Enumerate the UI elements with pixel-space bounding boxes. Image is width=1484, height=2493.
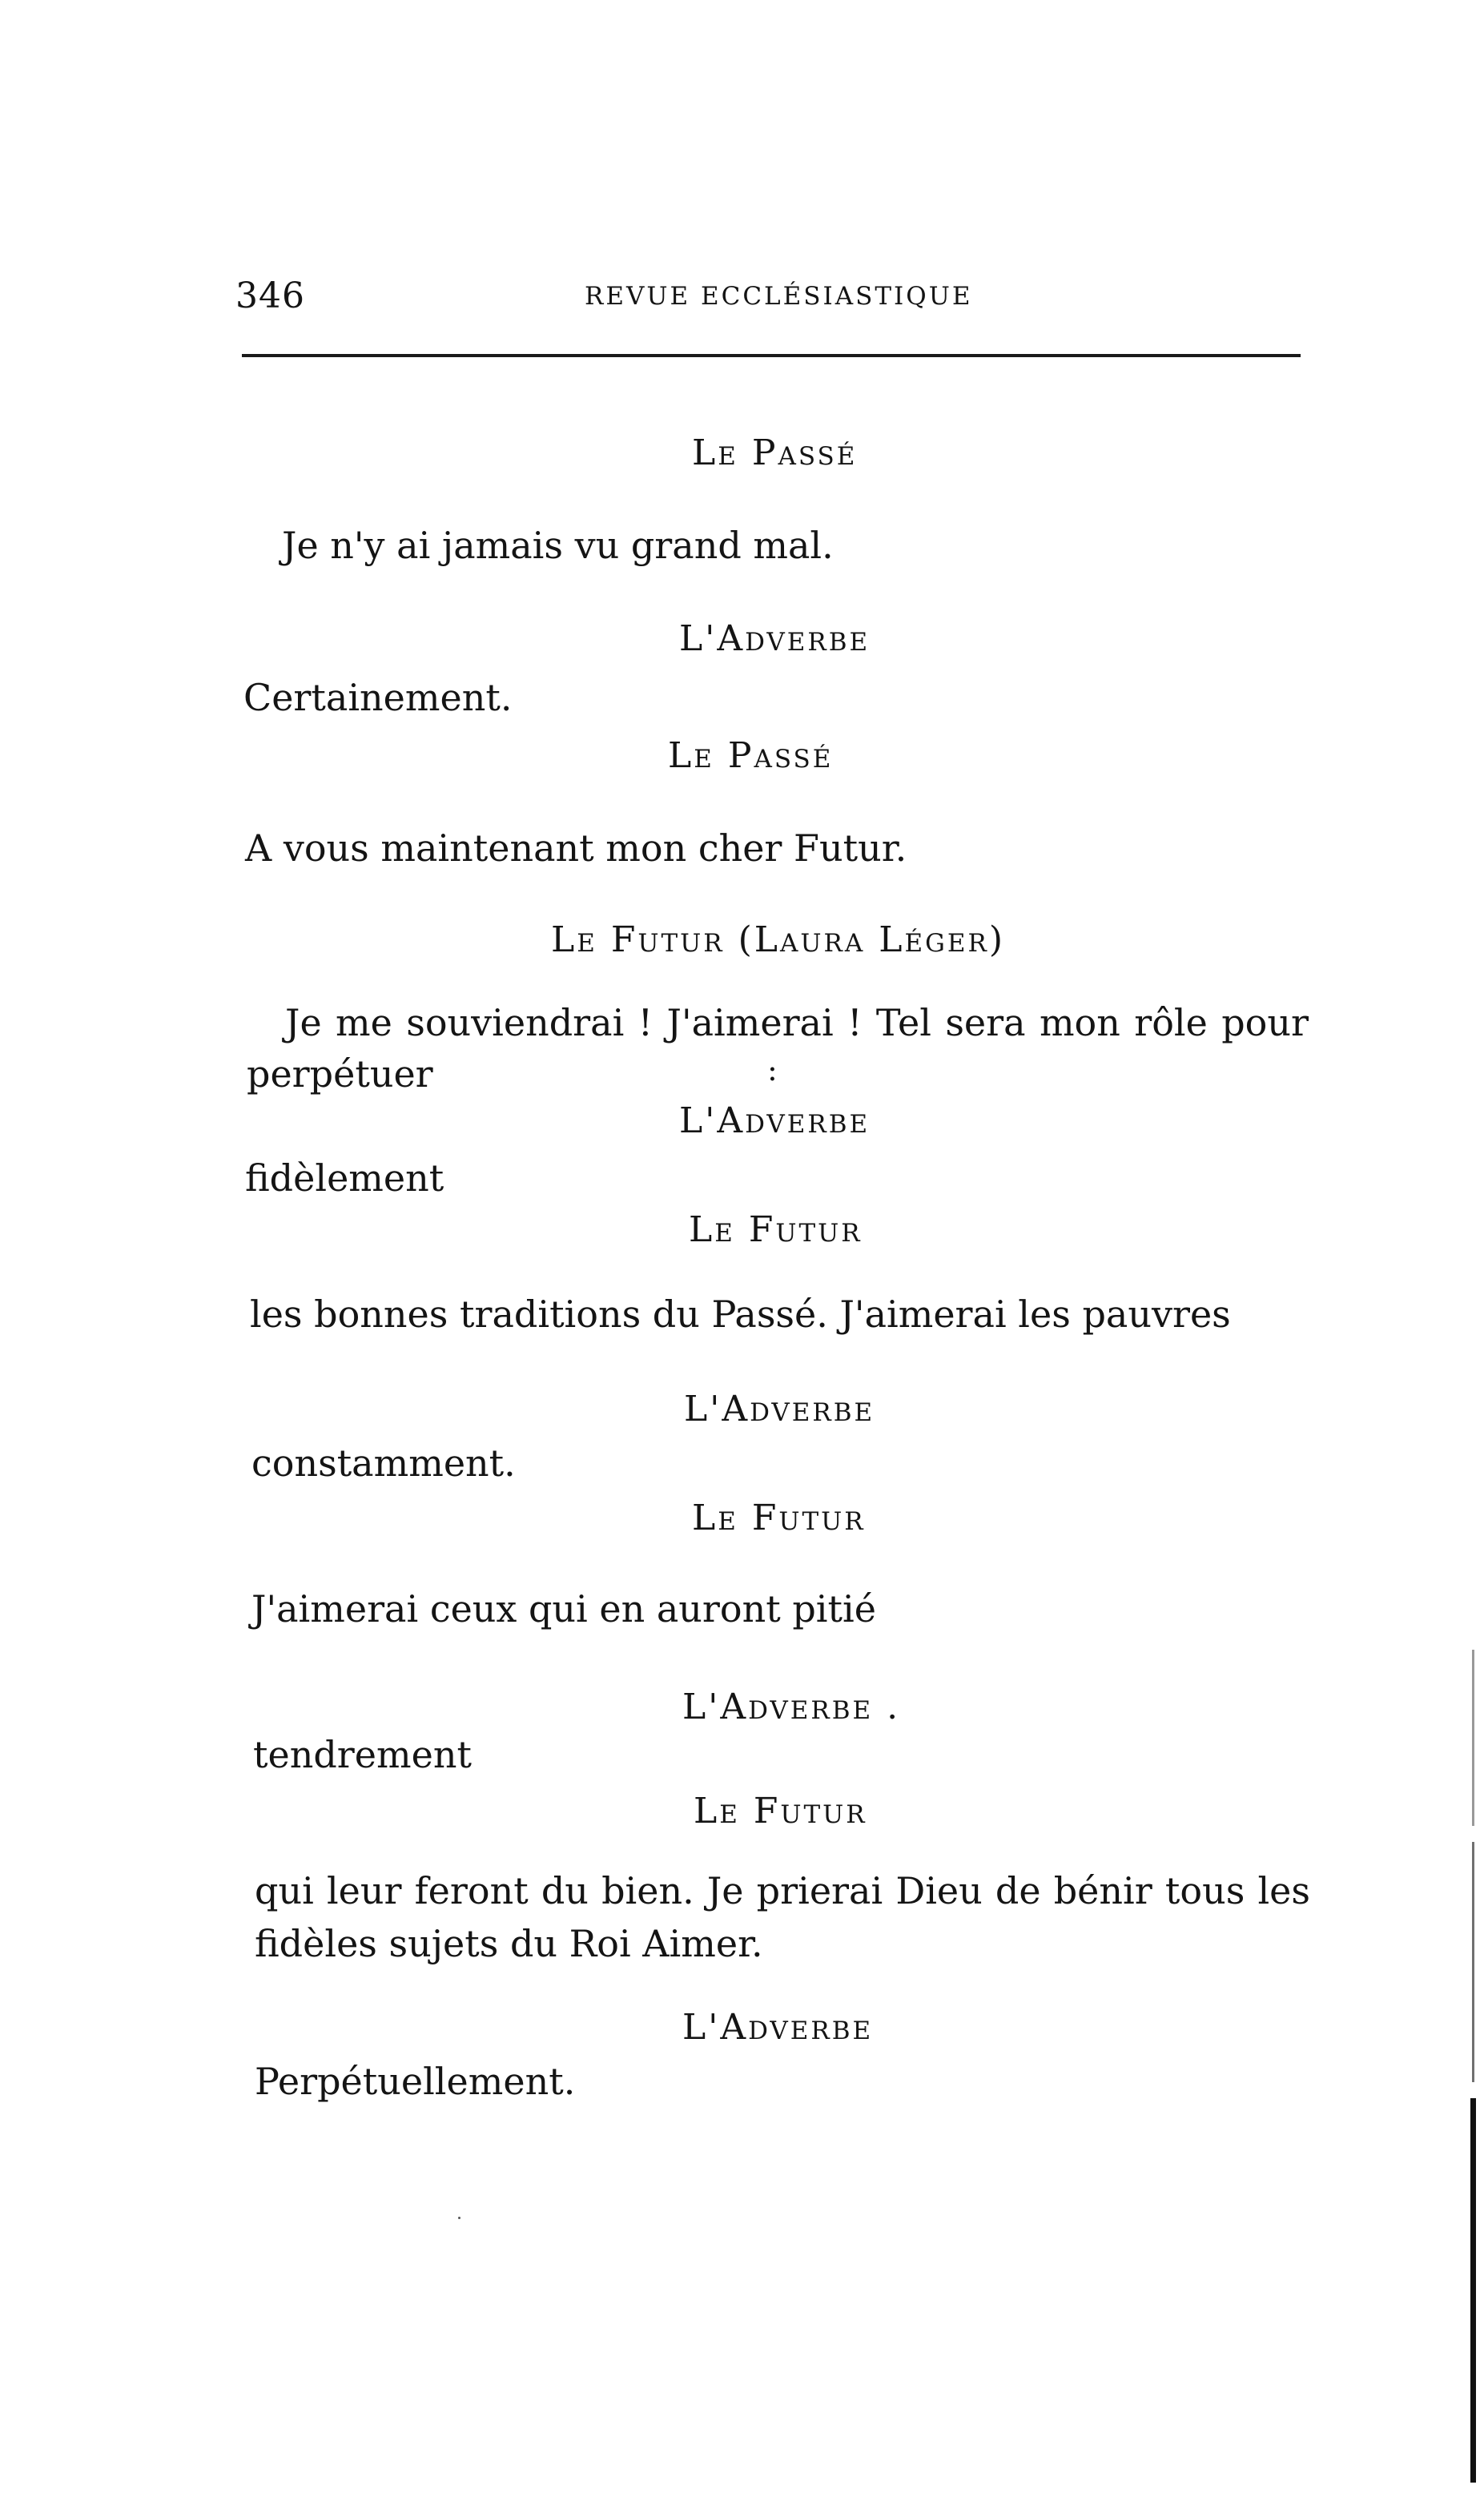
dialogue-line: A vous maintenant mon cher Futur. bbox=[245, 826, 907, 870]
speaker-le-futur: Le Futur bbox=[689, 1209, 863, 1250]
stray-colon: : bbox=[767, 1052, 778, 1088]
running-title: REVUE ECCLÉSIASTIQUE bbox=[585, 282, 973, 311]
header-rule bbox=[242, 354, 1301, 357]
scan-edge-mark bbox=[1472, 1650, 1474, 1826]
speaker-l-adverbe: L'Adverbe bbox=[679, 1100, 871, 1141]
dialogue-line: Perpétuellement. bbox=[255, 2060, 576, 2103]
dialogue-line: fidèles sujets du Roi Aimer. bbox=[255, 1922, 763, 1965]
scan-speck bbox=[458, 2217, 460, 2219]
dialogue-line: les bonnes traditions du Passé. J'aimerai les pauvres bbox=[250, 1293, 1231, 1336]
dialogue-line: qui leur feront du bien. Je prierai Dieu de bénir tous les bbox=[255, 1869, 1310, 1912]
dialogue-line: constamment. bbox=[251, 1442, 516, 1485]
speaker-le-passe: Le Passé bbox=[668, 735, 834, 776]
dialogue-line: Je me souviendrai ! J'aimerai ! Tel sera mon rôle pour bbox=[285, 1001, 1309, 1044]
speaker-l-adverbe: L'Adverbe bbox=[679, 618, 871, 659]
speaker-le-futur: Le Futur bbox=[694, 1791, 867, 1832]
dialogue-line: tendrement bbox=[253, 1733, 472, 1776]
dialogue-line: Certainement. bbox=[243, 676, 513, 719]
speaker-le-passe: Le Passé bbox=[692, 432, 858, 473]
page-number: 346 bbox=[235, 275, 305, 316]
scan-edge-shadow bbox=[1470, 2098, 1476, 2483]
speaker-le-futur: Le Futur bbox=[692, 1498, 866, 1538]
speaker-l-adverbe: L'Adverbe bbox=[682, 2007, 874, 2048]
dialogue-line: Je n'y ai jamais vu grand mal. bbox=[282, 524, 834, 567]
dialogue-line: perpétuer bbox=[247, 1052, 433, 1096]
speaker-le-futur-laura-leger: Le Futur (Laura Léger) bbox=[551, 919, 1005, 960]
speaker-l-adverbe: L'Adverbe bbox=[684, 1389, 875, 1429]
dialogue-line: fidèlement bbox=[245, 1156, 444, 1200]
speaker-l-adverbe: L'Adverbe . bbox=[682, 1687, 901, 1727]
dialogue-line: J'aimerai ceux qui en auront pitié bbox=[251, 1587, 876, 1631]
scan-edge-mark bbox=[1472, 1842, 1474, 2082]
